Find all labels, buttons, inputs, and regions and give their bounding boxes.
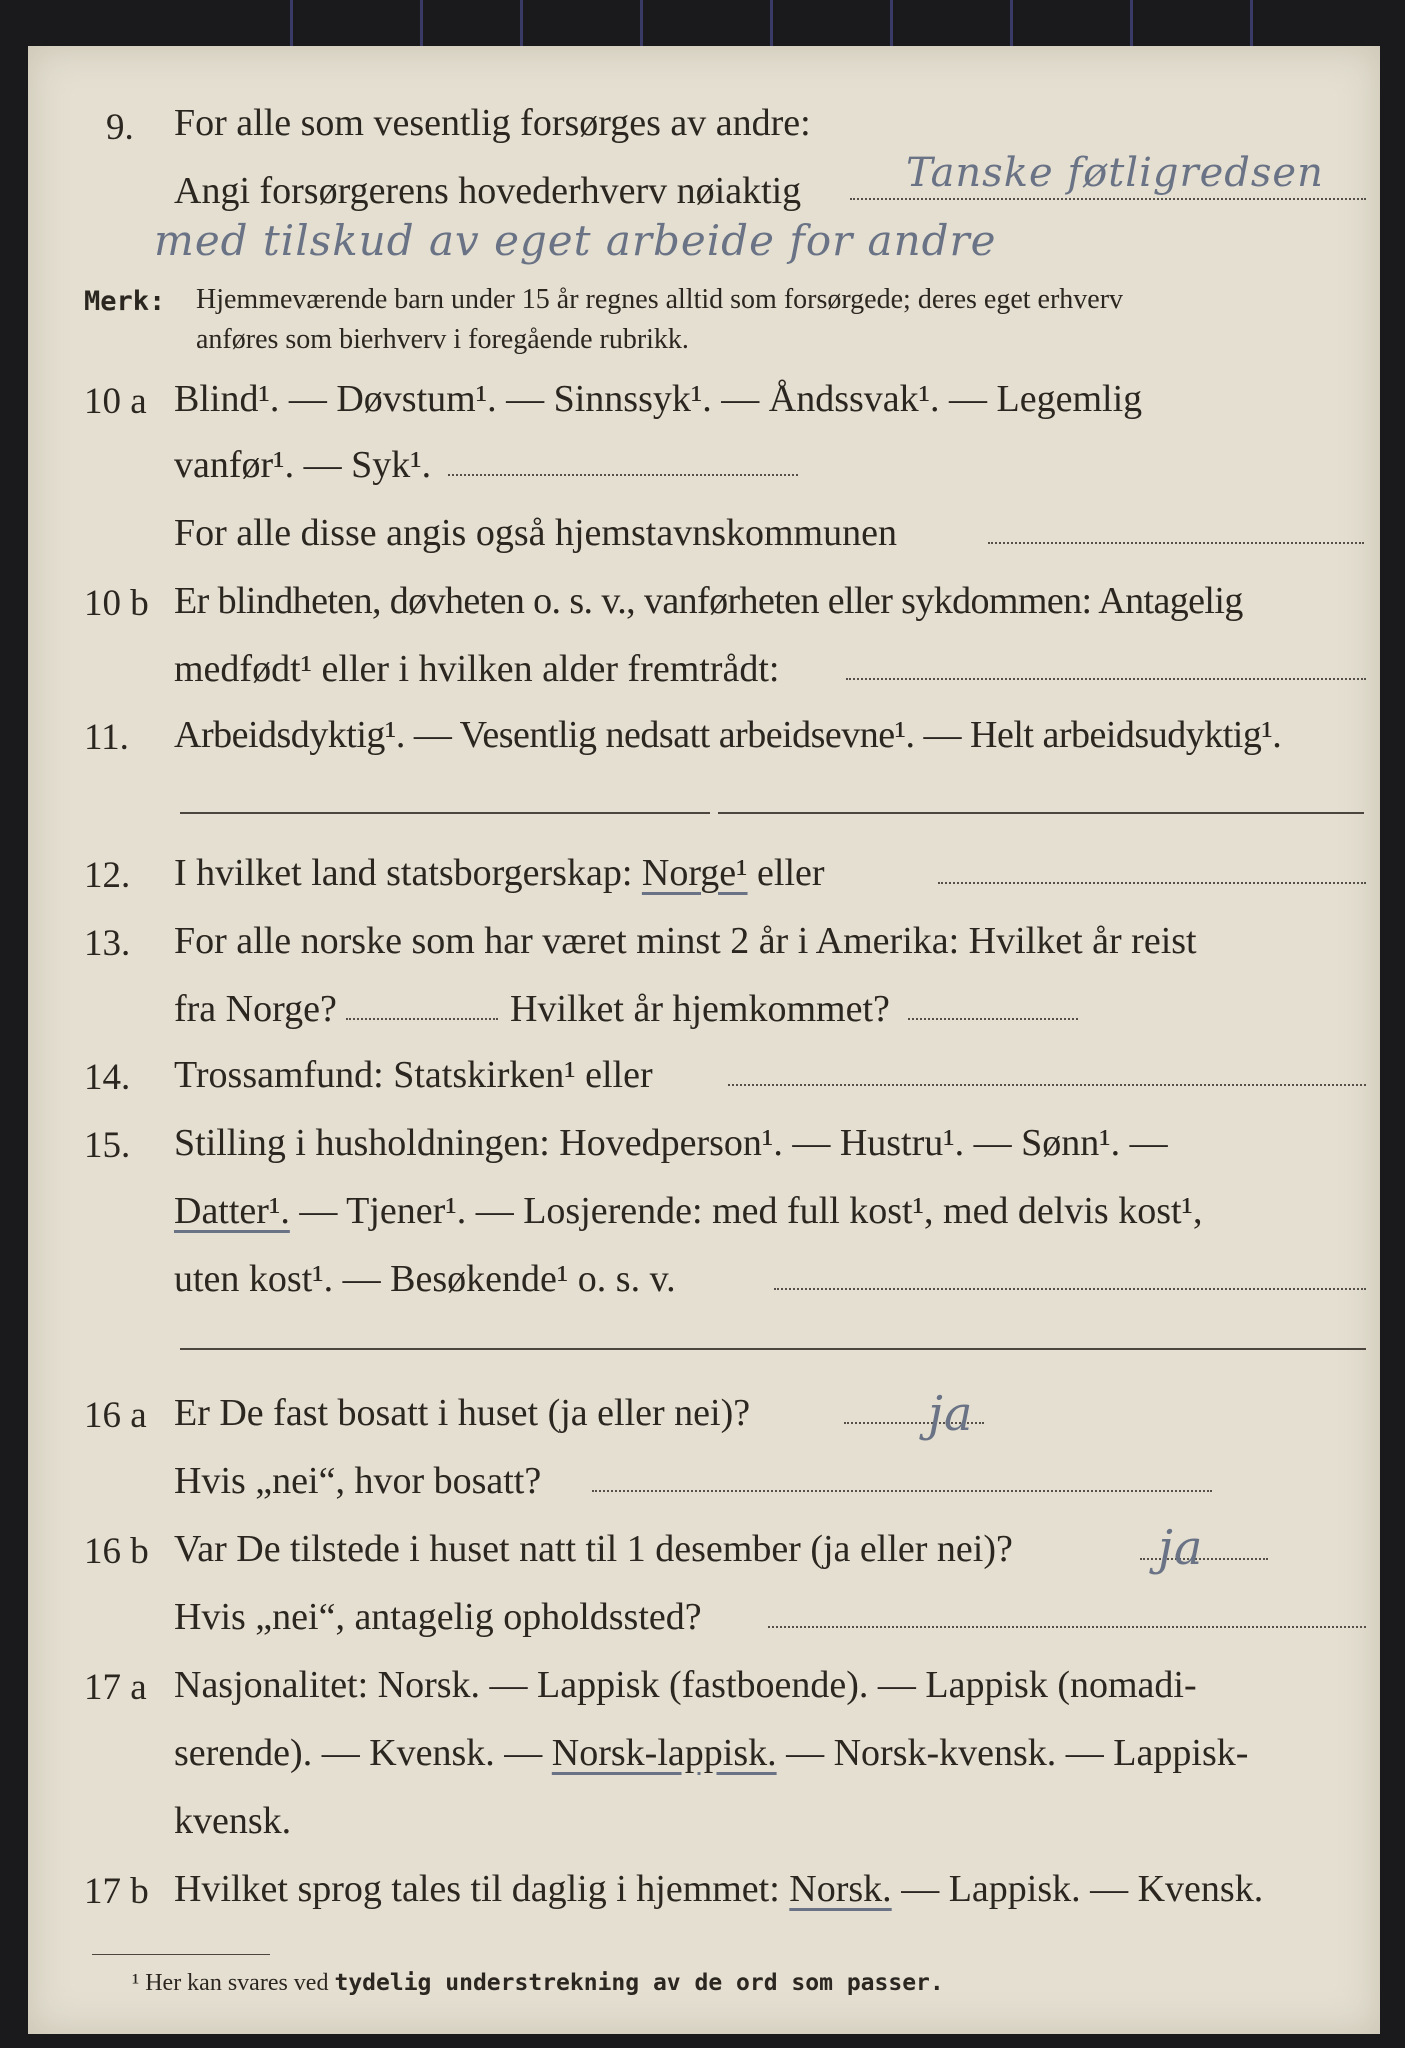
edge-stripe — [420, 0, 423, 48]
question-number: 16 a — [84, 1395, 147, 1436]
footnote-bold-text: tydelig understrekning av de ord som passer. — [334, 1970, 944, 1996]
question-number: 14. — [84, 1057, 131, 1098]
edge-stripe — [1250, 0, 1253, 48]
answer-line — [850, 198, 1366, 200]
q10b-line2: medfødt¹ eller i hvilken alder fremtrådt: — [174, 648, 780, 690]
footnote-text: Her kan svares ved — [145, 1970, 329, 1996]
q17b-norsk-underlined: Norsk. — [789, 1868, 892, 1910]
merk-line2: anføres som bierhverv i foregående rubrikk. — [196, 324, 689, 355]
q17b-text-pre: Hvilket sprog tales til daglig i hjemmet: — [174, 1868, 780, 1910]
edge-stripe — [890, 0, 893, 48]
q17a-line2b: — Norsk-kvensk. — Lappisk- — [786, 1732, 1249, 1774]
answer-rule — [180, 812, 710, 814]
answer-line — [988, 542, 1364, 544]
answer-rule — [718, 812, 1364, 814]
q16b-line1: Var De tilstede i huset natt til 1 desember (ja eller nei)? — [174, 1528, 1013, 1570]
question-number: 11. — [84, 717, 129, 758]
q17b-line1 — [174, 1870, 1263, 1908]
q17a-line2 — [174, 1734, 1248, 1772]
q12-text-pre: I hvilket land statsborgerskap: — [174, 852, 633, 894]
q10a-line3: For alle disse angis også hjemstavnskommunen — [174, 512, 897, 554]
q9-line1: For alle som vesentlig forsørges av andre: — [174, 102, 811, 144]
question-number: 16 b — [84, 1531, 149, 1572]
edge-stripe — [770, 0, 773, 48]
q17a-norsklappisk-underlined: Norsk-lappisk. — [551, 1732, 777, 1774]
q15-datter-underlined: Datter¹. — [174, 1190, 290, 1232]
footnote — [132, 1970, 944, 1997]
edge-stripe — [640, 0, 643, 48]
q12-text-post: eller — [757, 852, 825, 894]
merk-label: Merk: — [84, 286, 166, 317]
edge-stripe — [1010, 0, 1013, 48]
question-number: 10 a — [84, 381, 147, 422]
question-number: 17 a — [84, 1667, 147, 1708]
footnote-rule — [92, 1954, 270, 1955]
q16a-handwritten-answer: ja — [928, 1386, 974, 1442]
answer-line — [448, 474, 798, 476]
q15-line3: uten kost¹. — Besøkende¹ o. s. v. — [174, 1258, 676, 1300]
question-number: 15. — [84, 1125, 131, 1166]
q15-line1: Stilling i husholdningen: Hovedperson¹. — Hustru¹. — Sønn¹. — — [174, 1122, 1168, 1164]
answer-line — [346, 1018, 498, 1020]
q17a-line2a: serende). — Kvensk. — — [174, 1732, 543, 1774]
q13-line1: For alle norske som har været minst 2 år i Amerika: Hvilket år reist — [174, 920, 1197, 962]
answer-line — [938, 882, 1366, 884]
question-number: 10 b — [84, 583, 149, 624]
q12-line1 — [174, 854, 825, 892]
q11-line1: Arbeidsdyktig¹. — Vesentlig nedsatt arbeidsevne¹. — Helt arbeidsudyktig¹. — [174, 714, 1282, 756]
q17a-line3: kvensk. — [174, 1800, 292, 1842]
answer-rule — [180, 1348, 1366, 1350]
q10b-line1: Er blindheten, døvheten o. s. v., vanførheten eller sykdommen: Antagelig — [174, 580, 1243, 622]
q17a-line1: Nasjonalitet: Norsk. — Lappisk (fastboende). — Lappisk (nomadi- — [174, 1664, 1197, 1706]
q17b-text-post: — Lappisk. — Kvensk. — [901, 1868, 1264, 1910]
answer-line — [592, 1490, 1212, 1492]
question-number: 9. — [106, 107, 134, 148]
q13-line2a: fra Norge? — [174, 988, 337, 1030]
q15-line2 — [174, 1192, 1202, 1230]
q16b-line2: Hvis „nei“, antagelig opholdssted? — [174, 1596, 702, 1638]
q9-line2: Angi forsørgerens hovederhverv nøiaktig — [174, 170, 802, 212]
q10a-line2: vanfør¹. — Syk¹. — [174, 444, 432, 486]
question-number: 12. — [84, 855, 131, 896]
q15-line2-text: — Tjener¹. — Losjerende: med full kost¹, med delvis kost¹, — [299, 1190, 1203, 1232]
merk-line1: Hjemmeværende barn under 15 år regnes alltid som forsørgede; deres eget erhverv — [196, 284, 1124, 315]
answer-line — [774, 1288, 1366, 1290]
q16a-line2: Hvis „nei“, hvor bosatt? — [174, 1460, 542, 1502]
answer-line — [768, 1626, 1366, 1628]
edge-stripe — [1130, 0, 1133, 48]
footnote-mark: ¹ — [132, 1970, 140, 1996]
q9-handwritten-answer1: Tanske føtligredsen — [906, 150, 1324, 196]
q16a-line1: Er De fast bosatt i huset (ja eller nei)? — [174, 1392, 751, 1434]
question-number: 17 b — [84, 1871, 149, 1912]
answer-line — [728, 1084, 1366, 1086]
q9-handwritten-answer2: med tilskud av eget arbeide for andre — [154, 216, 997, 265]
q14-line1: Trossamfund: Statskirken¹ eller — [174, 1054, 653, 1096]
edge-stripe — [290, 0, 293, 48]
answer-line — [846, 678, 1366, 680]
q10a-line1: Blind¹. — Døvstum¹. — Sinnssyk¹. — Åndssvak¹. — Legemlig — [174, 378, 1143, 420]
q13-line2b: Hvilket år hjemkommet? — [510, 988, 890, 1030]
census-form-page — [28, 46, 1380, 2034]
edge-stripe — [520, 0, 523, 48]
q16b-handwritten-answer: ja — [1158, 1520, 1204, 1576]
question-number: 13. — [84, 923, 131, 964]
answer-line — [908, 1018, 1078, 1020]
q12-norge-underlined: Norge¹ — [641, 852, 748, 894]
